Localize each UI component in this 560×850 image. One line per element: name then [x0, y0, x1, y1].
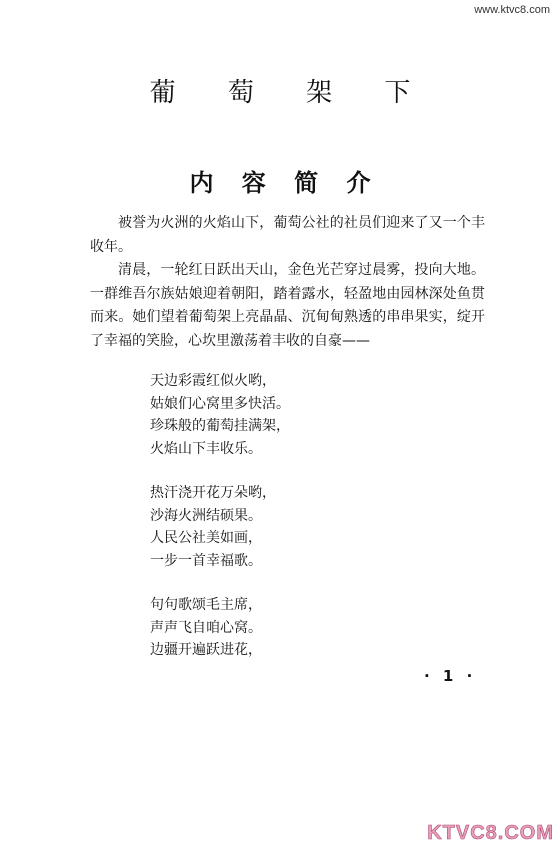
poem-line: 天边彩霞红似火哟， [150, 373, 276, 389]
poem-line: 句句歌颂毛主席， [150, 597, 262, 613]
poem-line: 人民公社美如画， [150, 530, 262, 546]
intro-text [90, 212, 485, 353]
poem-line: 姑娘们心窝里多快活。 [150, 395, 290, 412]
poem-stanza [150, 594, 450, 662]
section-heading: 内 容 简 介 [189, 169, 381, 197]
poem [150, 370, 450, 684]
poem-line: 珍珠般的葡萄挂满架， [150, 418, 290, 434]
poem-line: 沙海火洲结硕果。 [150, 507, 262, 524]
poem-line: 一步一首幸福歌。 [150, 552, 262, 569]
poem-line: 热汗浇开花万朵哟， [150, 485, 276, 501]
poem-line: 声声飞自咱心窝。 [150, 619, 262, 636]
poem-stanza [150, 370, 450, 460]
song-title: 葡 萄 架 下 [149, 78, 433, 108]
watermark-logo: KTVC8.COM [427, 822, 554, 844]
intro-paragraph: 清晨，一轮红日跃出天山，金色光芒穿过晨雾，投向大地。一群维吾尔族姑娘迎着朝阳，踏着露水，轻盈地由园林深处鱼贯而来。她们望着葡萄架上亮晶晶、沉甸甸熟透的串串果实，绽开了幸福的笑脸，心坎里激荡着丰收的自豪—— [90, 262, 485, 349]
intro-paragraph: 被誉为火洲的火焰山下，葡萄公社的社员们迎来了又一个丰收年。 [90, 215, 485, 255]
site-url: www.ktvc8.com [474, 4, 550, 16]
page-number: · 1 · [424, 667, 477, 685]
poem-line: 火焰山下丰收乐。 [150, 440, 262, 457]
poem-line: 边疆开遍跃进花， [150, 642, 262, 658]
poem-stanza [150, 482, 450, 572]
